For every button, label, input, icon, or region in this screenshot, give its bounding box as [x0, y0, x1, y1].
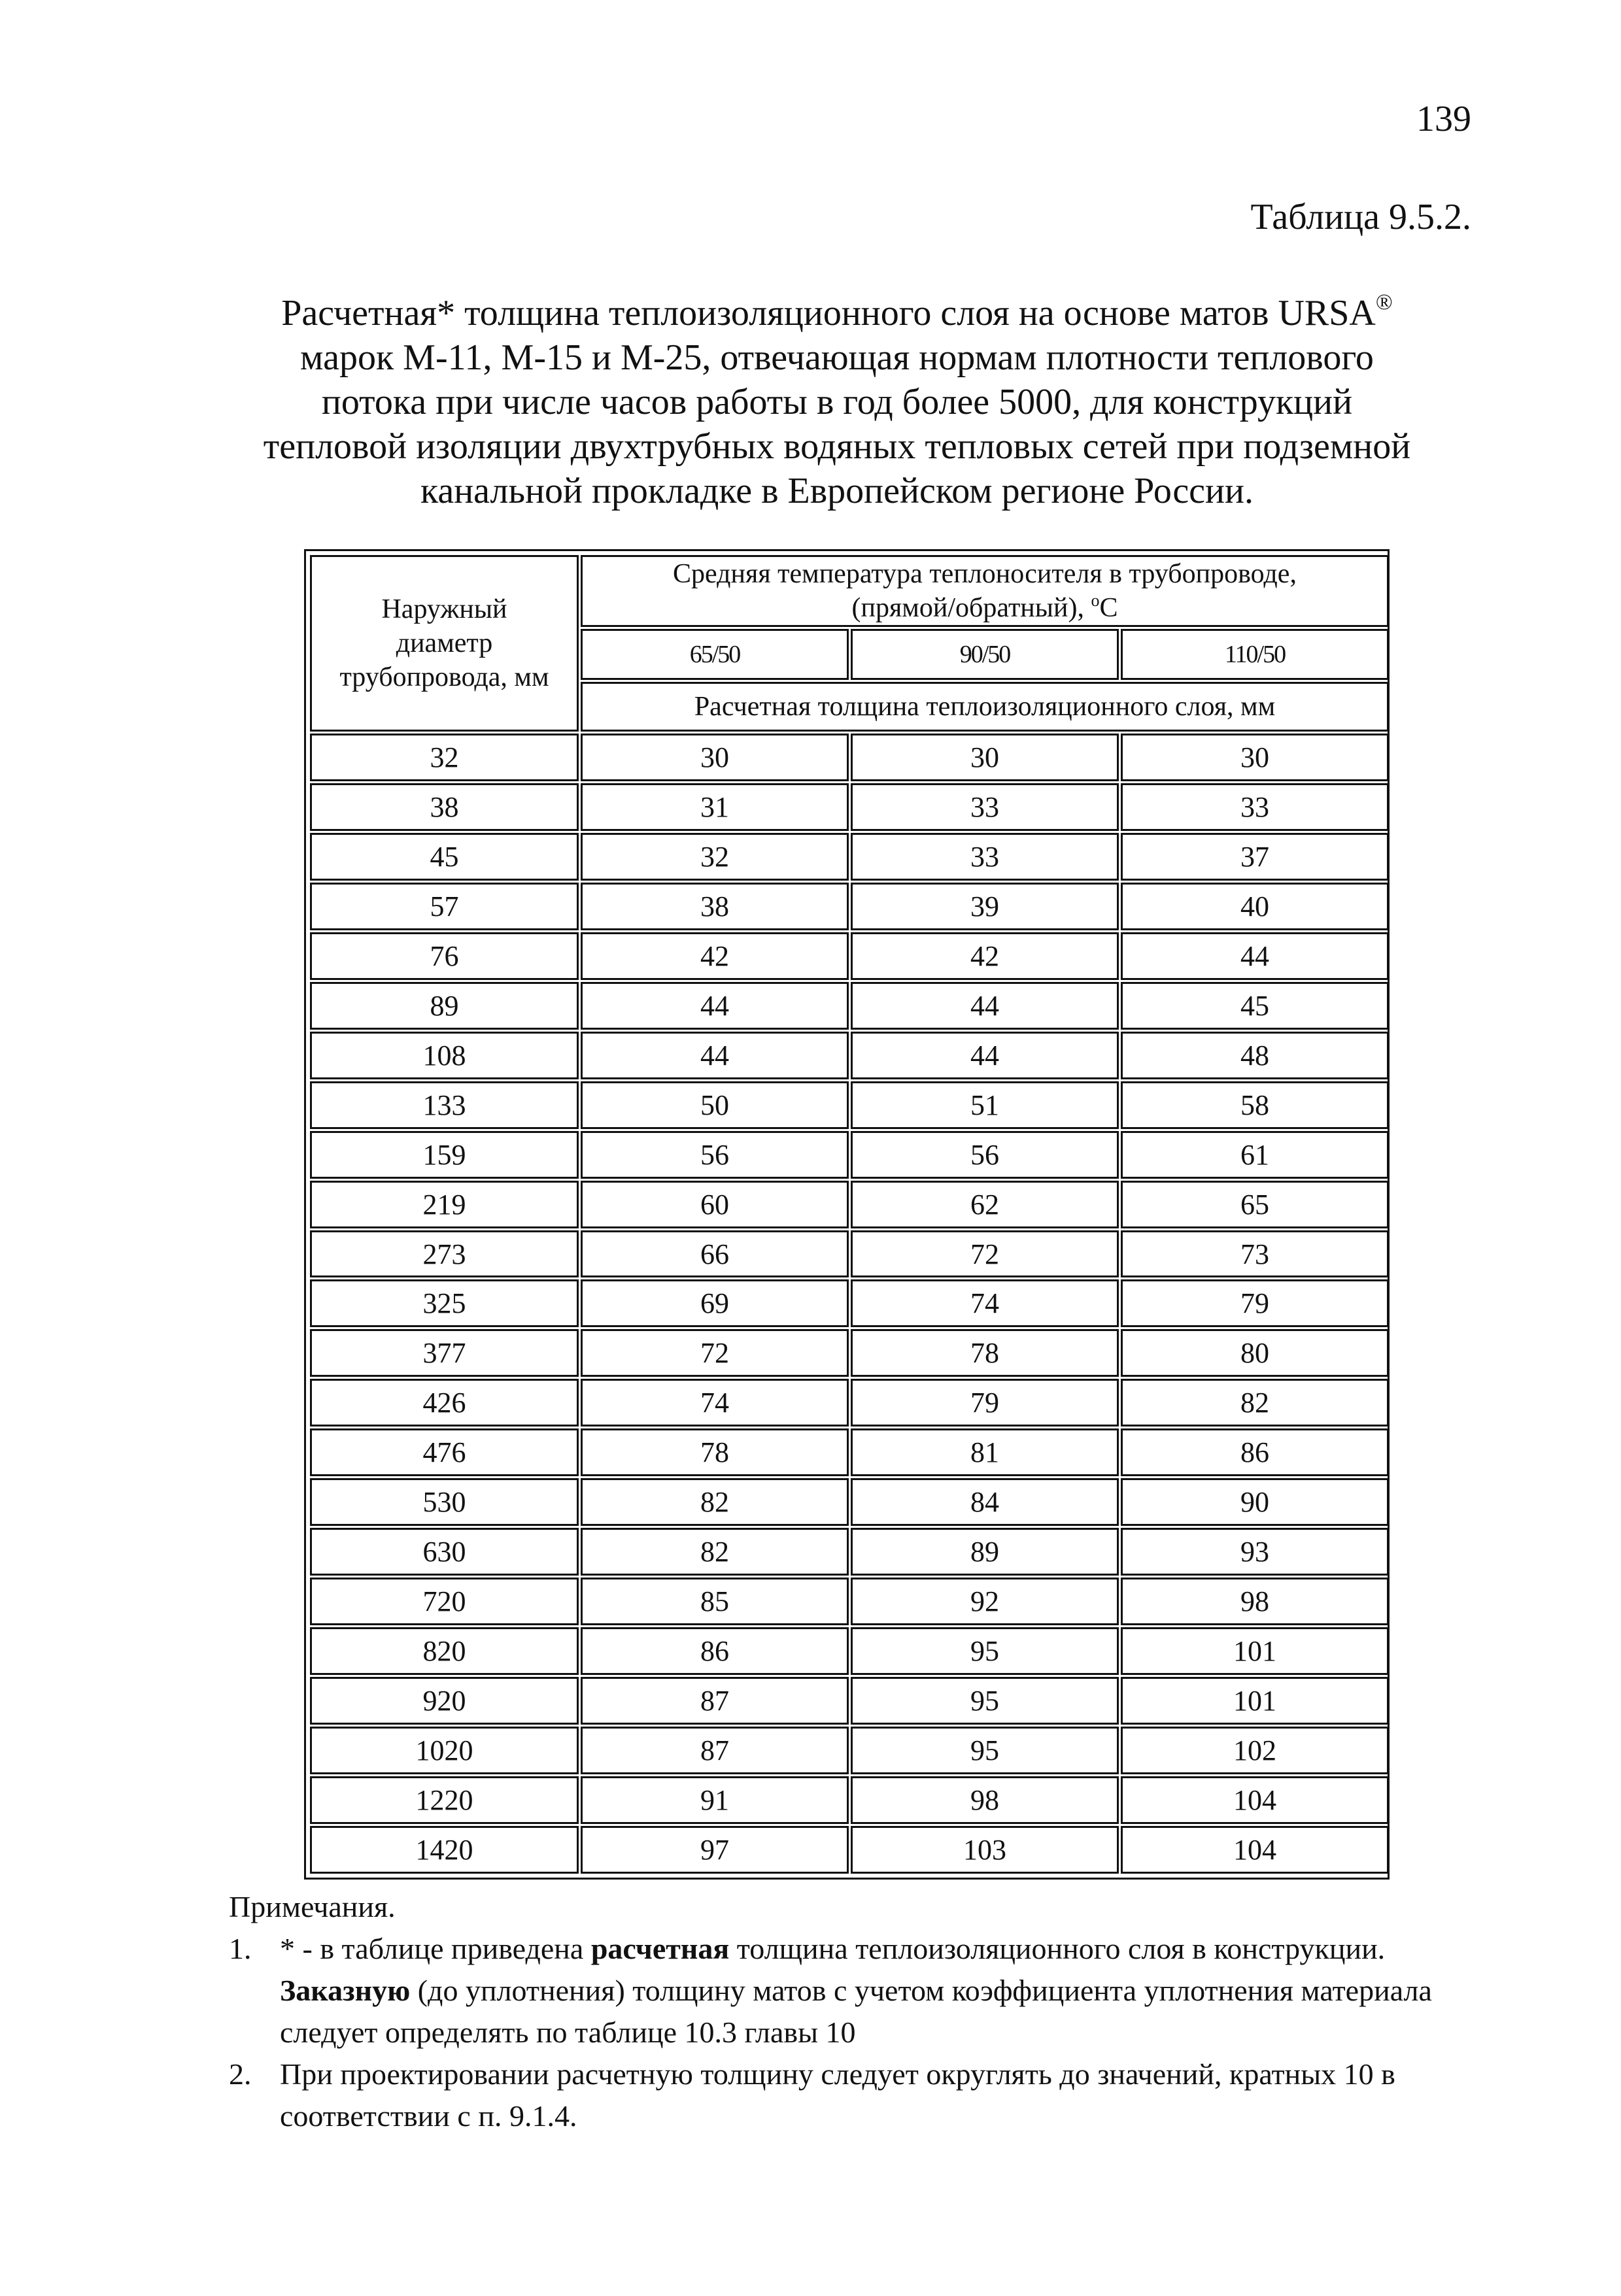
caption-line-5: канальной прокладке в Европейском регионе России.: [420, 471, 1254, 511]
cell-thickness: 98: [1121, 1578, 1389, 1625]
cell-thickness: 92: [851, 1578, 1119, 1625]
table-label: Таблица 9.5.2.: [1250, 197, 1471, 237]
cell-thickness: 101: [1121, 1627, 1389, 1675]
cell-diameter: 920: [310, 1677, 579, 1725]
cell-thickness: 102: [1121, 1727, 1389, 1774]
cell-thickness: 82: [581, 1528, 849, 1576]
notes: [229, 1886, 1471, 2137]
header-temperature: Средняя температура теплоносителя в трубопроводе, (прямой/обратный), $^o$С: [581, 555, 1389, 627]
cell-diameter: 476: [310, 1428, 579, 1476]
cell-thickness: 33: [1121, 783, 1389, 831]
cell-thickness: 104: [1121, 1776, 1389, 1824]
cell-diameter: 820: [310, 1627, 579, 1675]
table-row: [310, 1379, 1389, 1427]
cell-thickness: 62: [851, 1181, 1119, 1228]
cell-thickness: 93: [1121, 1528, 1389, 1576]
cell-thickness: 74: [851, 1279, 1119, 1327]
table-row: [310, 1776, 1389, 1824]
cell-diameter: 133: [310, 1081, 579, 1129]
cell-thickness: 61: [1121, 1131, 1389, 1179]
cell-thickness: 90: [1121, 1478, 1389, 1526]
cell-thickness: 42: [581, 932, 849, 980]
cell-diameter: 159: [310, 1131, 579, 1179]
cell-thickness: 86: [1121, 1428, 1389, 1476]
table-row: [310, 1279, 1389, 1327]
caption-line-1: Расчетная* толщина теплоизоляционного слоя на основе матов URSA®: [281, 290, 1393, 333]
cell-thickness: 50: [581, 1081, 849, 1129]
cell-thickness: 58: [1121, 1081, 1389, 1129]
cell-thickness: 51: [851, 1081, 1119, 1129]
table-row: [310, 1428, 1389, 1476]
cell-thickness: 78: [581, 1428, 849, 1476]
cell-diameter: 530: [310, 1478, 579, 1526]
registered-mark: ®: [1375, 290, 1393, 314]
cell-diameter: 720: [310, 1578, 579, 1625]
table-row: [310, 1528, 1389, 1576]
cell-thickness: 38: [581, 883, 849, 930]
header-temp-column: 90/50: [851, 629, 1119, 680]
cell-thickness: 32: [581, 833, 849, 881]
cell-thickness: 48: [1121, 1032, 1389, 1079]
cell-diameter: 377: [310, 1329, 579, 1377]
insulation-table-grid: [308, 553, 1391, 1876]
cell-thickness: 78: [851, 1329, 1119, 1377]
cell-thickness: 84: [851, 1478, 1119, 1526]
note-number: 2.: [229, 2057, 252, 2091]
cell-thickness: 44: [851, 982, 1119, 1030]
cell-thickness: 103: [851, 1826, 1119, 1874]
cell-thickness: 87: [581, 1677, 849, 1725]
caption-line-4: тепловой изоляции двухтрубных водяных тепловых сетей при подземной: [263, 426, 1411, 467]
cell-thickness: 73: [1121, 1230, 1389, 1278]
cell-thickness: 101: [1121, 1677, 1389, 1725]
cell-diameter: 630: [310, 1528, 579, 1576]
cell-thickness: 66: [581, 1230, 849, 1278]
cell-thickness: 91: [581, 1776, 849, 1824]
table-row: [310, 982, 1389, 1030]
note-item-2: [229, 2053, 1471, 2137]
cell-thickness: 80: [1121, 1329, 1389, 1377]
table-row: [310, 1677, 1389, 1725]
header-thickness: Расчетная толщина теплоизоляционного слоя, мм: [581, 682, 1389, 732]
cell-thickness: 69: [581, 1279, 849, 1327]
cell-thickness: 85: [581, 1578, 849, 1625]
cell-thickness: 98: [851, 1776, 1119, 1824]
table-row: [310, 1131, 1389, 1179]
cell-thickness: 39: [851, 883, 1119, 930]
cell-thickness: 65: [1121, 1181, 1389, 1228]
table-row: [310, 1329, 1389, 1377]
table-row: [310, 833, 1389, 881]
cell-thickness: 44: [1121, 932, 1389, 980]
cell-thickness: 72: [851, 1230, 1119, 1278]
cell-thickness: 42: [851, 932, 1119, 980]
cell-diameter: 38: [310, 783, 579, 831]
cell-thickness: 95: [851, 1677, 1119, 1725]
table-row: [310, 1627, 1389, 1675]
table-row: [310, 1727, 1389, 1774]
cell-thickness: 104: [1121, 1826, 1389, 1874]
cell-diameter: 32: [310, 734, 579, 781]
table-row: [310, 1478, 1389, 1526]
table-row: [310, 883, 1389, 930]
table-row: [310, 1826, 1389, 1874]
cell-thickness: 56: [581, 1131, 849, 1179]
cell-thickness: 79: [851, 1379, 1119, 1427]
cell-thickness: 33: [851, 833, 1119, 881]
table-row: [310, 1032, 1389, 1079]
table-row: [310, 783, 1389, 831]
cell-thickness: 95: [851, 1627, 1119, 1675]
caption-line-3: потока при числе часов работы в год более 5000, для конструкций: [321, 382, 1353, 422]
cell-diameter: 273: [310, 1230, 579, 1278]
table-row: [310, 1230, 1389, 1278]
cell-thickness: 60: [581, 1181, 849, 1228]
cell-thickness: 82: [1121, 1379, 1389, 1427]
insulation-table: [304, 549, 1390, 1880]
cell-thickness: 40: [1121, 883, 1389, 930]
table-row: [310, 1081, 1389, 1129]
cell-thickness: 86: [581, 1627, 849, 1675]
note-text: * - в таблице приведена расчетная толщина теплоизоляционного слоя в конструкции. Заказную (до уплотнения) толщину матов с учетом коэффициента уплотнения материала следует определять по таблице 10.3 главы 10: [280, 1932, 1432, 2049]
cell-diameter: 426: [310, 1379, 579, 1427]
cell-thickness: 30: [851, 734, 1119, 781]
header-diameter: Наружный диаметр трубопровода, мм: [310, 555, 579, 732]
table-row: [310, 932, 1389, 980]
note-text: При проектировании расчетную толщину следует округлять до значений, кратных 10 в соответствии с п. 9.1.4.: [280, 2057, 1395, 2133]
cell-thickness: 72: [581, 1329, 849, 1377]
cell-diameter: 76: [310, 932, 579, 980]
table-caption: [216, 291, 1458, 513]
table-row: [310, 1181, 1389, 1228]
cell-diameter: 108: [310, 1032, 579, 1079]
cell-thickness: 31: [581, 783, 849, 831]
cell-thickness: 87: [581, 1727, 849, 1774]
cell-diameter: 219: [310, 1181, 579, 1228]
cell-diameter: 57: [310, 883, 579, 930]
cell-thickness: 82: [581, 1478, 849, 1526]
cell-thickness: 81: [851, 1428, 1119, 1476]
cell-thickness: 89: [851, 1528, 1119, 1576]
page-number: 139: [1416, 99, 1471, 139]
header-temp-column: 65/50: [581, 629, 849, 680]
cell-diameter: 1020: [310, 1727, 579, 1774]
cell-diameter: 45: [310, 833, 579, 881]
header-temp-column: 110/50: [1121, 629, 1389, 680]
cell-thickness: 44: [581, 1032, 849, 1079]
cell-thickness: 95: [851, 1727, 1119, 1774]
cell-thickness: 74: [581, 1379, 849, 1427]
cell-thickness: 44: [581, 982, 849, 1030]
cell-thickness: 79: [1121, 1279, 1389, 1327]
cell-thickness: 44: [851, 1032, 1119, 1079]
table-row: [310, 1578, 1389, 1625]
cell-thickness: 33: [851, 783, 1119, 831]
table-row: [310, 734, 1389, 781]
cell-diameter: 325: [310, 1279, 579, 1327]
note-item-1: [229, 1928, 1471, 2053]
cell-thickness: 37: [1121, 833, 1389, 881]
caption-line-2: марок М-11, М-15 и М-25, отвечающая нормам плотности теплового: [300, 337, 1374, 378]
cell-thickness: 97: [581, 1826, 849, 1874]
cell-diameter: 1420: [310, 1826, 579, 1874]
cell-diameter: 89: [310, 982, 579, 1030]
cell-thickness: 30: [1121, 734, 1389, 781]
note-number: 1.: [229, 1932, 252, 1965]
cell-thickness: 45: [1121, 982, 1389, 1030]
cell-diameter: 1220: [310, 1776, 579, 1824]
cell-thickness: 56: [851, 1131, 1119, 1179]
notes-title: Примечания.: [229, 1890, 396, 1923]
cell-thickness: 30: [581, 734, 849, 781]
